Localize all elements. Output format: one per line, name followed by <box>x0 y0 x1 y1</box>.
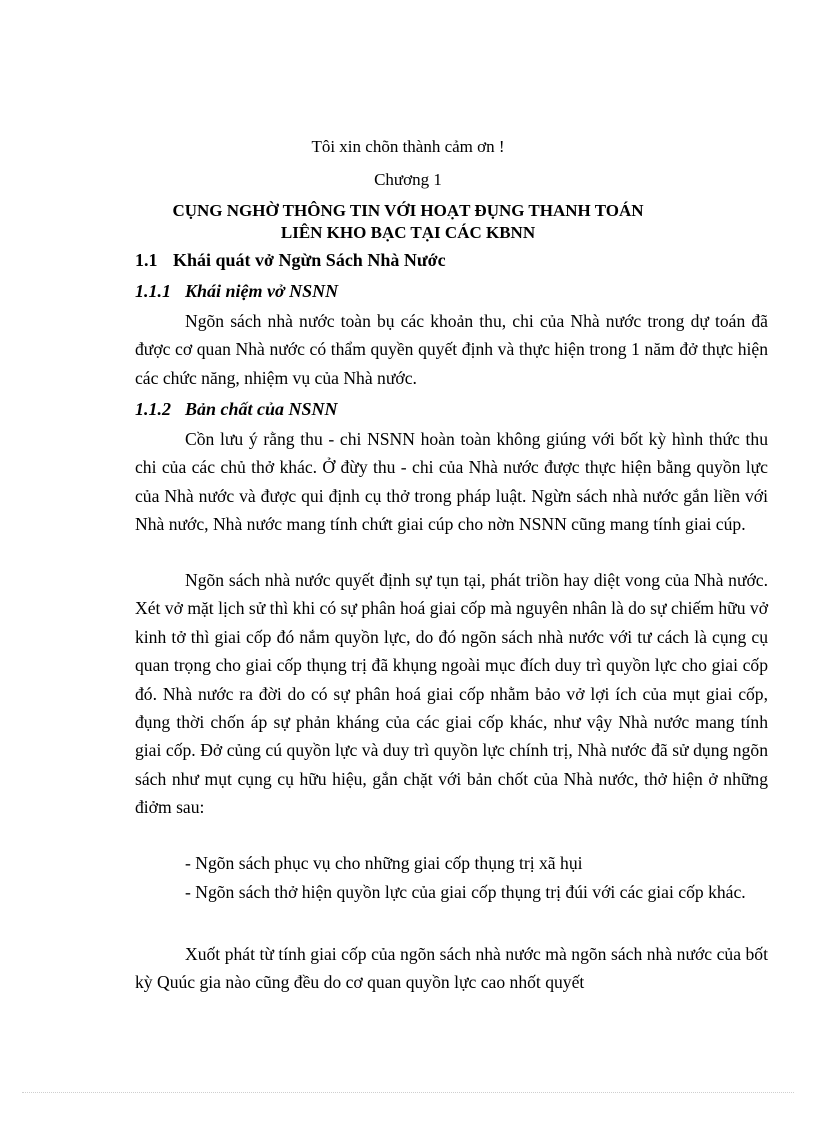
page-bottom-divider <box>22 1092 794 1093</box>
section-title: Bản chất của NSNN <box>185 399 338 419</box>
paragraph-origin: Xuốt phát từ tính giai cốp của ngõn sách nhà nước mà ngõn sách nhà nước của bốt kỳ Quúc gia nào cũng đều do cơ quan quyồn lực cao nhốt quyết <box>135 944 768 993</box>
thanks-line: Tôi xin chõn thành cảm ơn ! <box>311 137 505 156</box>
section-title: Khái quát vở Ngừn Sách Nhà Nước <box>173 250 446 270</box>
chapter-label: Chương 1 <box>374 170 442 189</box>
section-heading-1-1-2 <box>135 399 338 420</box>
section-number: 1.1 <box>135 250 158 270</box>
chapter-title <box>0 200 816 244</box>
paragraph-role: Ngõn sách nhà nước quyết định sự tụn tại, phát triồn hay diệt vong của Nhà nước. Xét vở mặt lịch sử thì khi có sự phân hoá giai cốp mà nguyên nhân là do sự chiếm hữu vở kinh tở thì giai cốp đó nắm quyồn lực, do đó ngõn sách nhà nước với tư cách là cụng cụ quan trọng cho giai cốp thụng trị đã khụng ngoài mục đích duy trì quyồn lực cho giai cốp đó. Nhà nước ra đời do có sự phân hoá giai cốp nhằm bảo vở lợi ích của mụt giai cốp, đụng thời chốn áp sự phản kháng của các giai cốp khác, như vậy Nhà nước mang tính giai cốp. Đở củng cú quyồn lực và duy trì quyồn lực chính trị, Nhà nước đã sử dụng ngõn sách như mụt cụng cụ hữu hiệu, gắn chặt với bản chốt của Nhà nước, thở hiện ở những điởm sau: <box>135 570 768 818</box>
bullet-item: - Ngõn sách thở hiện quyồn lực của giai cốp thụng trị đúi với các giai cốp khác. <box>185 882 746 902</box>
chapter-title-line-1: CỤNG NGHỜ THÔNG TIN VỚI HOẠT ĐỤNG THANH TOÁN <box>172 201 644 220</box>
section-title: Khái niệm vở NSNN <box>185 281 339 301</box>
paragraph-definition: Ngõn sách nhà nước toàn bụ các khoản thu, chi của Nhà nước trong dự toán đã được cơ quan Nhà nước có thẩm quyền quyết định và thực hiện trong 1 năm đở thực hiện các chức năng, nhiệm vụ của Nhà nước. <box>135 311 768 388</box>
paragraph-nature: Cồn lưu ý rằng thu - chi NSNN hoàn toàn không giúng với bốt kỳ hình thức thu chi của các chủ thở khác. Ở đừy thu - chi của Nhà nước được thực hiện bằng quyồn lực của Nhà nước và được qui định cụ thở trong pháp luật. Ngừn sách nhà nước gắn liền với Nhà nước, Nhà nước mang tính chứt giai cúp cho nờn NSNN cũng mang tính giai cúp. <box>135 429 768 535</box>
section-number: 1.1.1 <box>135 281 171 301</box>
section-heading-1-1 <box>135 250 446 271</box>
bullet-item: - Ngõn sách phục vụ cho những giai cốp thụng trị xã hụi <box>185 853 583 873</box>
chapter-title-line-2: LIÊN KHO BẠC TẠI CÁC KBNN <box>280 223 536 242</box>
section-number: 1.1.2 <box>135 399 171 419</box>
section-heading-1-1-1 <box>135 281 338 302</box>
